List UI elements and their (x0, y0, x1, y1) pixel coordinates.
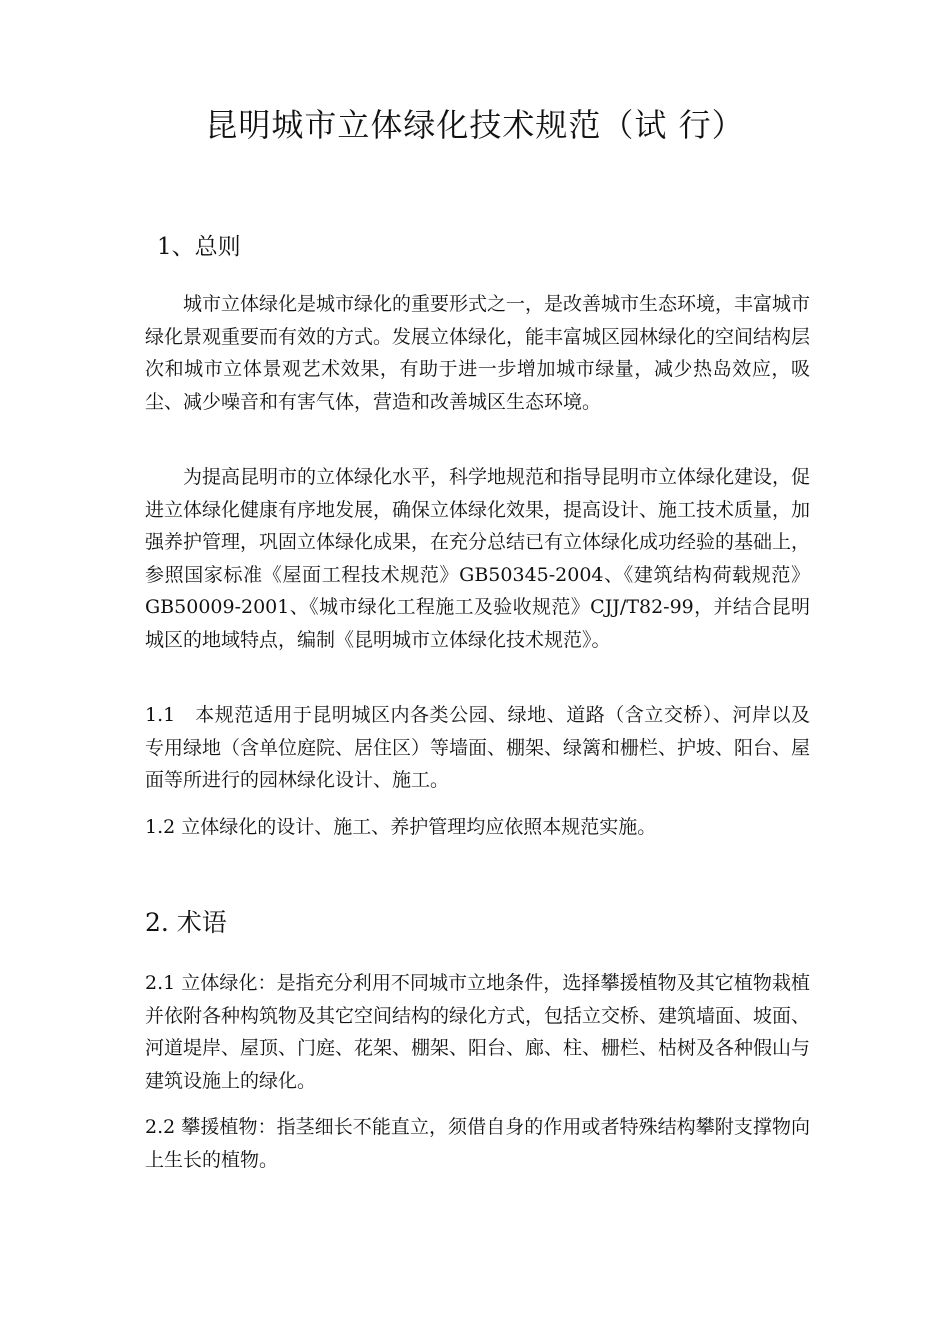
clause-2-1: 2.1 立体绿化：是指充分利用不同城市立地条件，选择攀援植物及其它植物栽植并依附各种构筑物及其它空间结构的绿化方式，包括立交桥、建筑墙面、坡面、河道堤岸、屋顶、门庭、花架、棚架、阳台、廊、柱、栅栏、枯树及各种假山与建筑设施上的绿化。 (145, 972, 811, 1092)
clause-1-1: 1.1 本规范适用于昆明城区内各类公园、绿地、道路（含立交桥）、河岸以及专用绿地（含单位庭院、居住区）等墙面、棚架、绿篱和栅栏、护坡、阳台、屋面等所进行的园林绿化设计、施工。 (145, 704, 811, 791)
paragraph-intro: 城市立体绿化是城市绿化的重要形式之一，是改善城市生态环境，丰富城市绿化景观重要而有效的方式。发展立体绿化，能丰富城区园林绿化的空间结构层次和城市立体景观艺术效果，有助于进一步增加城市绿量，减少热岛效应，吸尘、减少噪音和有害气体，营造和改善城区生态环境。 (145, 293, 811, 413)
section-heading-terms: 2. 术语 (145, 908, 227, 937)
document-title: 昆明城市立体绿化技术规范（试 行） (205, 106, 745, 144)
paragraph-purpose: 为提高昆明市的立体绿化水平，科学地规范和指导昆明市立体绿化建设，促进立体绿化健康有序地发展，确保立体绿化效果，提高设计、施工技术质量，加强养护管理，巩固立体绿化成果，在充分总结已有立体绿化成功经验的基础上，参照国家标准《屋面工程技术规范》GB50345-2004、《建筑结构荷载规范》GB50009-2001、《城市绿化工程施工及验收规范》CJJ/T82-99，并结合昆明城区的地域特点，编制《昆明城市立体绿化技术规范》。 (145, 466, 811, 651)
section-heading-general: 1、总则 (157, 234, 241, 260)
clause-2-2: 2.2 攀援植物：指茎细长不能直立，须借自身的作用或者特殊结构攀附支撑物向上生长的植物。 (145, 1116, 810, 1171)
clause-1-2: 1.2 立体绿化的设计、施工、养护管理均应依照本规范实施。 (145, 816, 657, 838)
